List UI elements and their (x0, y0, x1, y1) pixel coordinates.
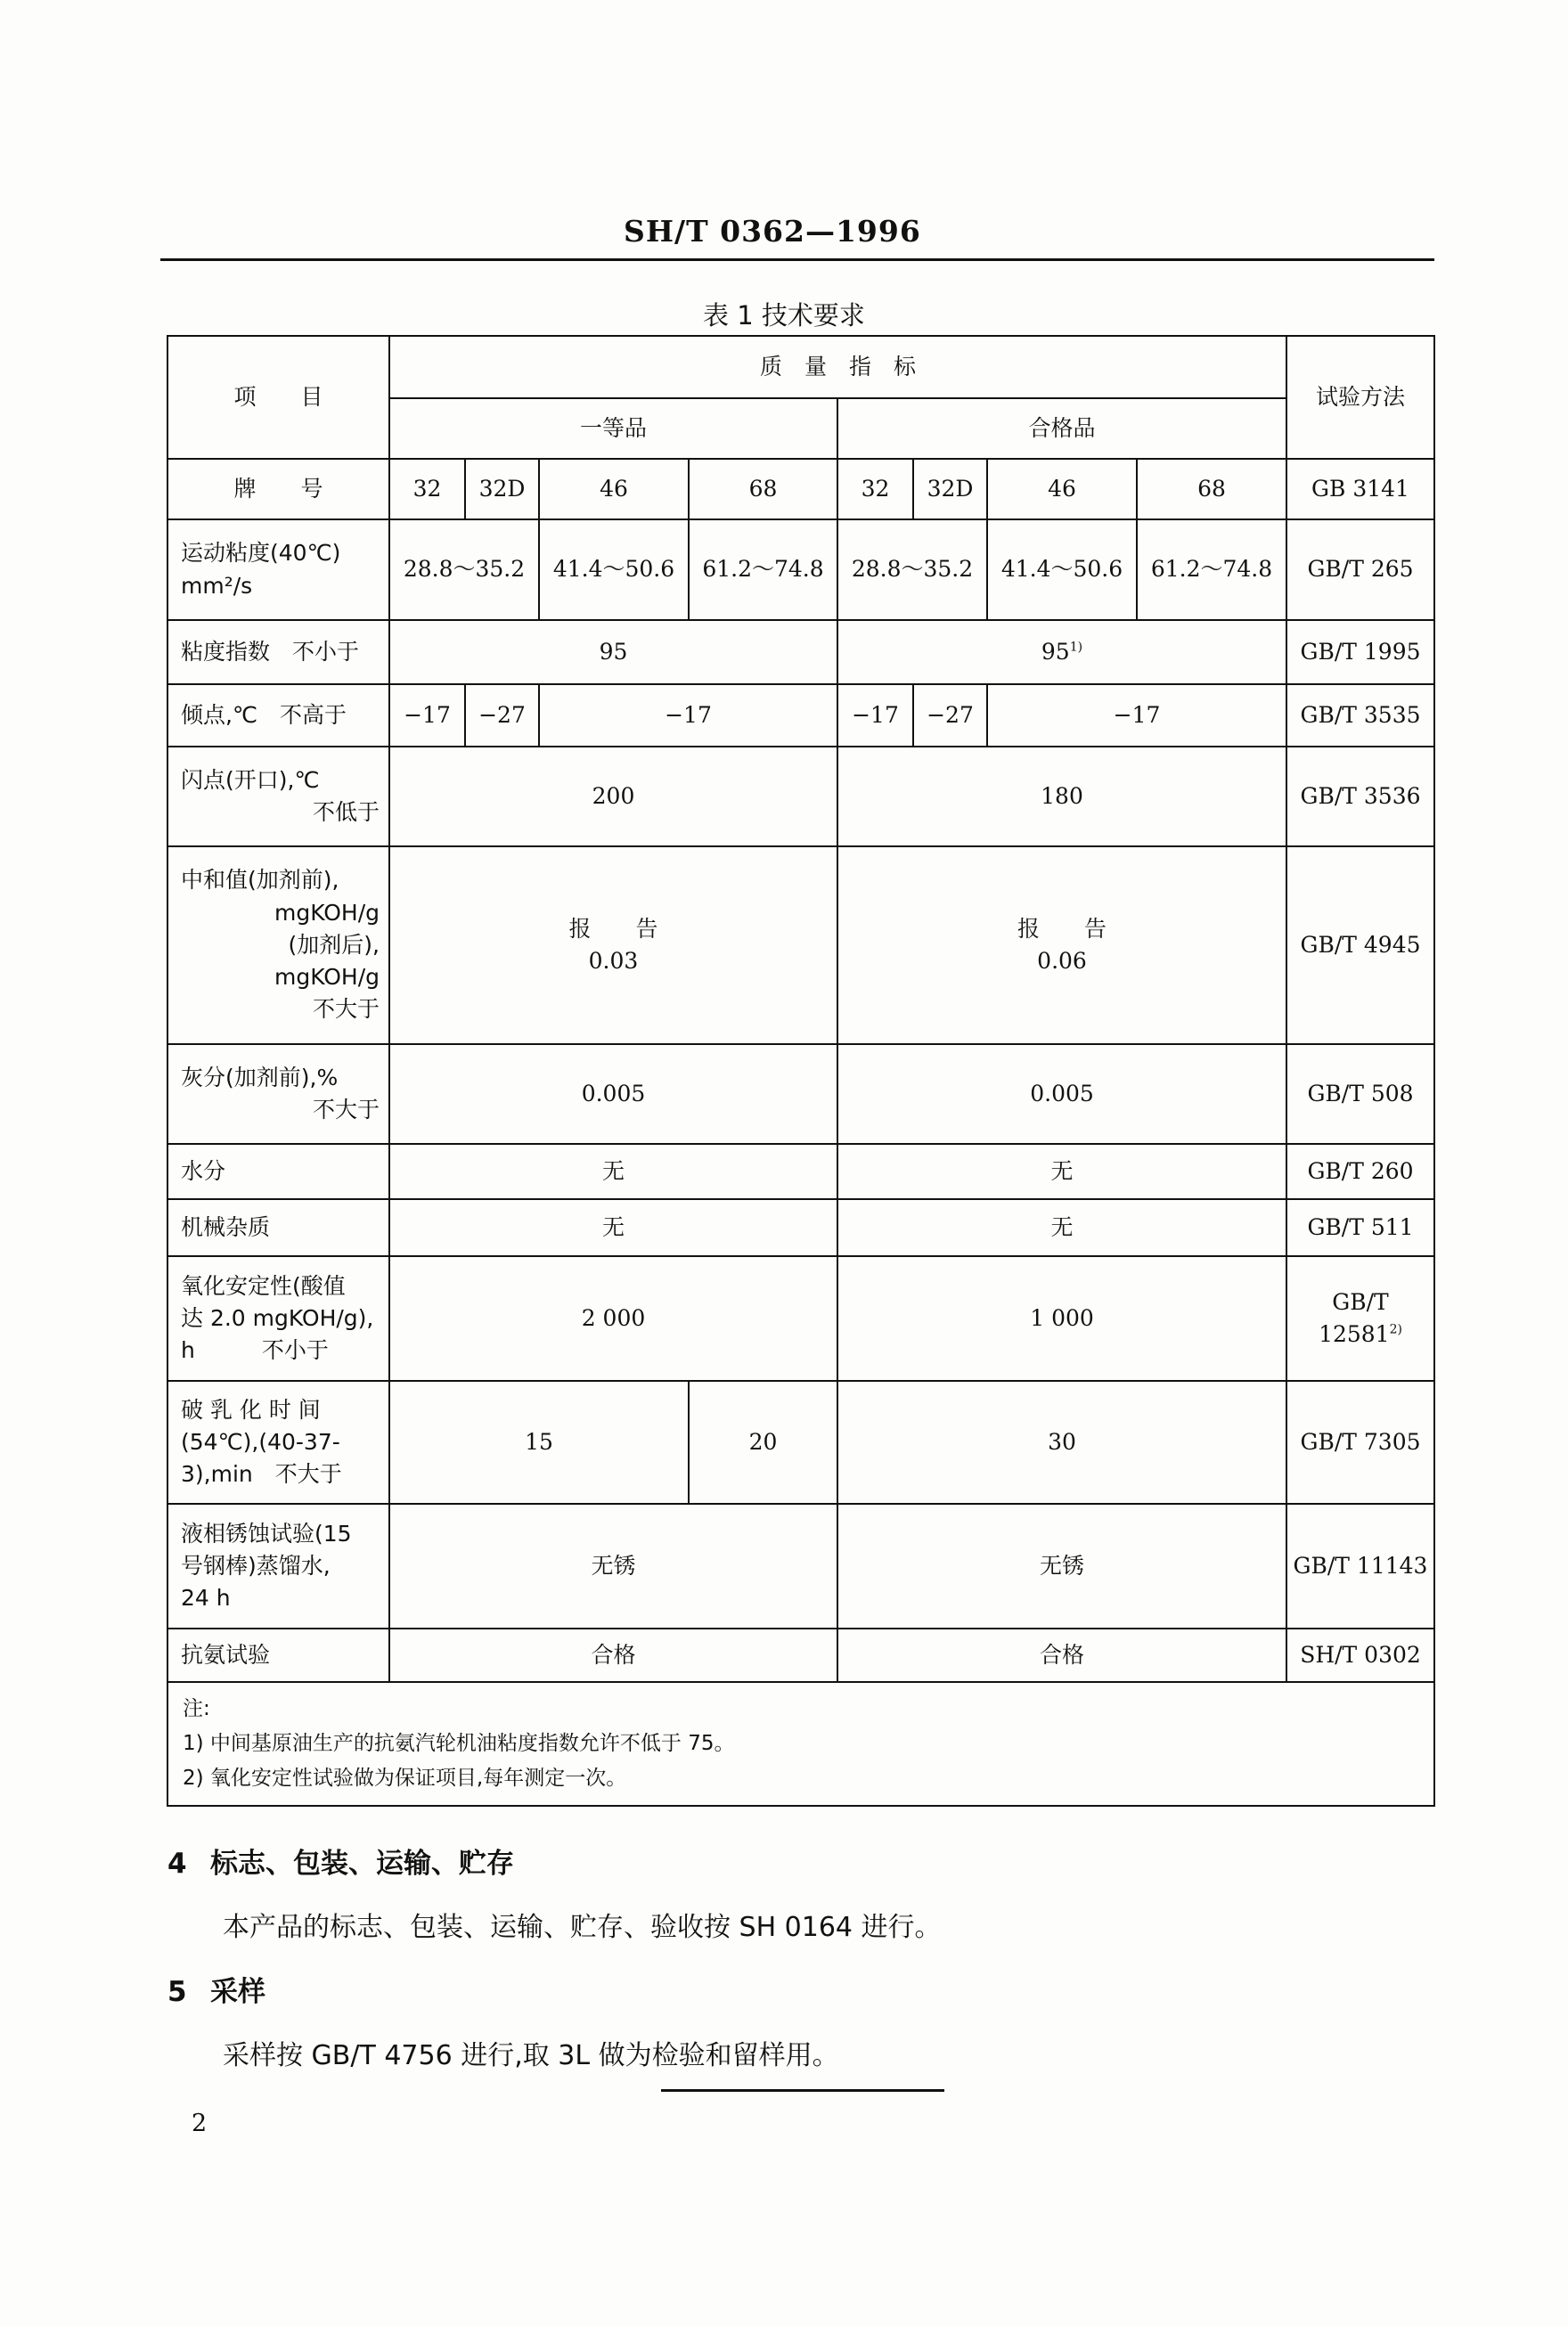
method-cell: GB/T 7305 (1286, 1381, 1434, 1504)
table-cell (389, 846, 837, 1044)
table-row (167, 747, 1434, 846)
cell-value: 报 告 (568, 915, 658, 942)
cell-value: 95 (1041, 638, 1070, 665)
table-cell: 68 (689, 459, 837, 519)
table-cell: 无 (837, 1144, 1286, 1199)
table-cell: 41.4～50.6 (539, 519, 689, 620)
grade-qualified: 合格品 (837, 398, 1286, 459)
table-cell: −17 (987, 684, 1286, 747)
table-cell: 28.8～35.2 (389, 519, 539, 620)
row-label (167, 747, 389, 846)
row-label (167, 519, 389, 620)
table-cell: 无 (837, 1199, 1286, 1256)
table-cell: −27 (465, 684, 539, 747)
method-cell: GB/T 11143 (1286, 1504, 1434, 1629)
method-cell: GB/T 3535 (1286, 684, 1434, 747)
row-label: 粘度指数 不小于 (167, 620, 389, 684)
cell-value: 0.03 (588, 948, 639, 974)
table-cell: 无 (389, 1199, 837, 1256)
method-cell: SH/T 0302 (1286, 1629, 1434, 1682)
footnote-ref: 2) (1389, 1322, 1402, 1337)
table-cell: 32D (465, 459, 539, 519)
row-label: 倾点,℃ 不高于 (167, 684, 389, 747)
table-row (167, 1381, 1434, 1504)
table-row (167, 1044, 1434, 1144)
section-number: 5 (167, 1976, 187, 2008)
table-row (167, 459, 1434, 519)
row-label (167, 1256, 389, 1381)
table-cell: 合格 (837, 1629, 1286, 1682)
table-cell: 1 000 (837, 1256, 1286, 1381)
section-5-text: 采样按 GB/T 4756 进行,取 3L 做为检验和留样用。 (223, 2040, 839, 2071)
row-label (167, 1044, 389, 1144)
table-row (167, 1144, 1434, 1199)
row-label: 牌 号 (167, 459, 389, 519)
label-line: 破 乳 化 时 间 (181, 1396, 321, 1423)
table-cell: 61.2～74.8 (1137, 519, 1286, 620)
section-title: 采样 (210, 1976, 265, 2008)
col-header-item: 项 目 (167, 336, 389, 459)
table-cell: 无 (389, 1144, 837, 1199)
table-cell: 46 (539, 459, 689, 519)
label-line: (54℃),(40-37- (181, 1428, 340, 1455)
table-cell: 32 (389, 459, 465, 519)
cell-value: 报 告 (1017, 915, 1107, 942)
row-label (167, 846, 389, 1044)
table-cell (837, 846, 1286, 1044)
table-cell: 46 (987, 459, 1137, 519)
table-cell: 0.005 (837, 1044, 1286, 1144)
page-number: 2 (192, 2110, 208, 2137)
row-label: 机械杂质 (167, 1199, 389, 1256)
section-5-heading (167, 1969, 265, 2009)
method-cell: GB/T 4945 (1286, 846, 1434, 1044)
table-row (167, 684, 1434, 747)
label-line: 运动粘度(40℃) (181, 540, 341, 567)
table-row (167, 1256, 1434, 1381)
table-cell: −17 (539, 684, 837, 747)
method-cell: GB 3141 (1286, 459, 1434, 519)
table-cell: 32 (837, 459, 913, 519)
method-cell: GB/T 508 (1286, 1044, 1434, 1144)
header-rule (160, 258, 1434, 261)
table-cell: 无锈 (837, 1504, 1286, 1629)
label-line: 中和值(加剂前), (181, 867, 339, 894)
table-cell (837, 620, 1286, 684)
method-cell: GB/T 511 (1286, 1199, 1434, 1256)
section-4-text: 本产品的标志、包装、运输、贮存、验收按 SH 0164 进行。 (223, 1912, 942, 1943)
header-row-1 (167, 336, 1434, 398)
table-cell: 15 (389, 1381, 689, 1504)
table-cell: 20 (689, 1381, 837, 1504)
table-cell: 无锈 (389, 1504, 837, 1629)
label-line: mgKOH/g (274, 964, 380, 991)
table-cell: 2 000 (389, 1256, 837, 1381)
label-line: (加剂后), (288, 931, 380, 958)
table-row (167, 846, 1434, 1044)
table-cell: 30 (837, 1381, 1286, 1504)
table-row (167, 519, 1434, 620)
table-cell: 合格 (389, 1629, 837, 1682)
cell-value: 0.06 (1037, 948, 1087, 974)
label-line: 达 2.0 mgKOH/g), (181, 1304, 374, 1331)
method-text: GB/T 12581 (1319, 1288, 1390, 1347)
footnote-ref: 1) (1069, 640, 1083, 655)
table-cell: 41.4～50.6 (987, 519, 1137, 620)
note-1: 1) 中间基原油生产的抗氨汽轮机油粘度指数允许不低于 75。 (183, 1732, 735, 1756)
method-cell: GB/T 3536 (1286, 747, 1434, 846)
table-notes (167, 1682, 1434, 1806)
note-2: 2) 氧化安定性试验做为保证项目,每年测定一次。 (183, 1767, 627, 1791)
label-line: h 不小于 (181, 1337, 329, 1364)
table-cell: −27 (913, 684, 987, 747)
table-cell: 61.2～74.8 (689, 519, 837, 620)
section-number: 4 (167, 1848, 187, 1880)
table-cell: 32D (913, 459, 987, 519)
method-cell: GB/T 260 (1286, 1144, 1434, 1199)
table-row (167, 1629, 1434, 1682)
label-line: 号钢棒)蒸馏水, (181, 1552, 331, 1579)
row-label: 水分 (167, 1144, 389, 1199)
label-line: mm²/s (181, 572, 253, 599)
col-header-quality: 质 量 指 标 (389, 336, 1286, 398)
table-cell: −17 (837, 684, 913, 747)
table-cell: 95 (389, 620, 837, 684)
document-code: SH/T 0362—1996 (624, 214, 921, 249)
grade-first: 一等品 (389, 398, 837, 459)
table-row (167, 620, 1434, 684)
table-row (167, 1504, 1434, 1629)
label-line: 不大于 (312, 1097, 380, 1123)
table-cell: −17 (389, 684, 465, 747)
label-line: 3),min 不大于 (181, 1461, 342, 1488)
row-label: 抗氨试验 (167, 1629, 389, 1682)
section-4-heading (167, 1841, 514, 1881)
notes-heading: 注: (183, 1697, 210, 1720)
label-line: 液相锈蚀试验(15 (181, 1520, 352, 1547)
method-cell (1286, 1256, 1434, 1381)
label-line: 不大于 (312, 996, 380, 1023)
table-caption: 表 1 技术要求 (703, 300, 865, 331)
end-rule (661, 2089, 944, 2092)
notes-row (167, 1682, 1434, 1806)
table-cell: 28.8～35.2 (837, 519, 987, 620)
label-line: mgKOH/g (274, 899, 380, 926)
method-cell: GB/T 1995 (1286, 620, 1434, 684)
table-row (167, 1199, 1434, 1256)
table-cell: 200 (389, 747, 837, 846)
method-cell: GB/T 265 (1286, 519, 1434, 620)
label-line: 灰分(加剂前),% (181, 1064, 339, 1090)
technical-requirements-table (167, 335, 1435, 1807)
label-line: 不低于 (312, 799, 380, 825)
table-cell: 0.005 (389, 1044, 837, 1144)
label-line: 氧化安定性(酸值 (181, 1272, 346, 1299)
row-label (167, 1504, 389, 1629)
label-line: 24 h (181, 1585, 231, 1612)
table-cell: 68 (1137, 459, 1286, 519)
row-label (167, 1381, 389, 1504)
col-header-method: 试验方法 (1286, 336, 1434, 459)
section-title: 标志、包装、运输、贮存 (210, 1848, 514, 1880)
table-cell: 180 (837, 747, 1286, 846)
label-line: 闪点(开口),℃ (181, 766, 320, 793)
